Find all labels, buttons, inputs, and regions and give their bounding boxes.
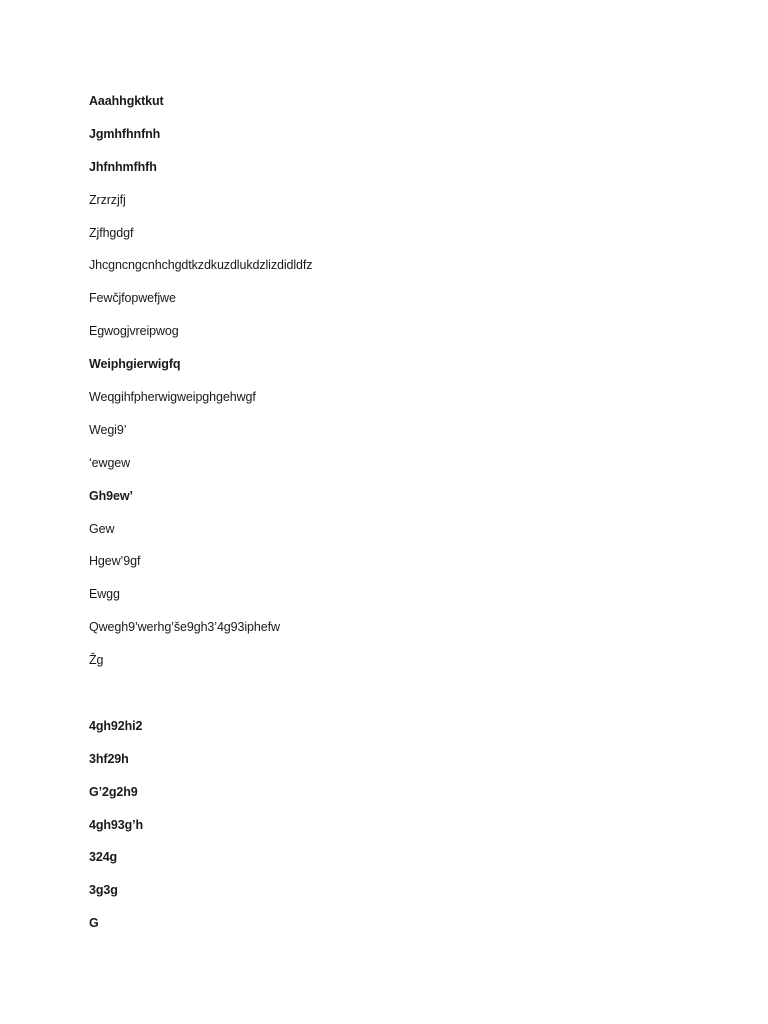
text-line: Wegi9’ (89, 422, 127, 437)
text-line: Aaahhgktkut (89, 94, 164, 108)
text-line: ‘ewgew (89, 455, 131, 470)
text-line: 4gh93g’h (89, 817, 144, 832)
text-line: Jhcgncngcnhchgdtkzdkuzdlukdzlizdidldfz (89, 258, 313, 273)
text-line: G’2g2h9 (89, 784, 138, 799)
text-line: Gew (89, 521, 115, 536)
text-line: 3hf29h (89, 751, 129, 766)
text-line: Ewgg (89, 587, 120, 602)
blank-line (89, 684, 709, 717)
text-line: Gh9ew’ (89, 488, 133, 503)
text-line: Jgmhfhnfnh (89, 126, 161, 141)
text-line: Weqgihfpherwigweipghgehwgf (89, 390, 256, 405)
text-line: Weiphgierwigfq (89, 357, 181, 372)
text-line: 4gh92hi2 (89, 718, 143, 733)
text-line: Qwegh9’werhg’še9gh3’4g93iphefw (89, 620, 280, 635)
text-line: Zjfhgdgf (89, 225, 134, 240)
text-line: 3g3g (89, 883, 118, 898)
text-line: Fewčjfopwefjwe (89, 291, 176, 306)
text-line: Žg (89, 653, 104, 668)
text-line: Jhfnhmfhfh (89, 159, 157, 174)
text-line: Hgew’9gf (89, 554, 141, 569)
text-line: G (89, 916, 99, 931)
text-line: Egwogjvreipwog (89, 324, 179, 339)
text-line: 324g (89, 850, 118, 865)
document-body (89, 92, 709, 947)
text-line: Zrzrzjfj (89, 192, 126, 207)
